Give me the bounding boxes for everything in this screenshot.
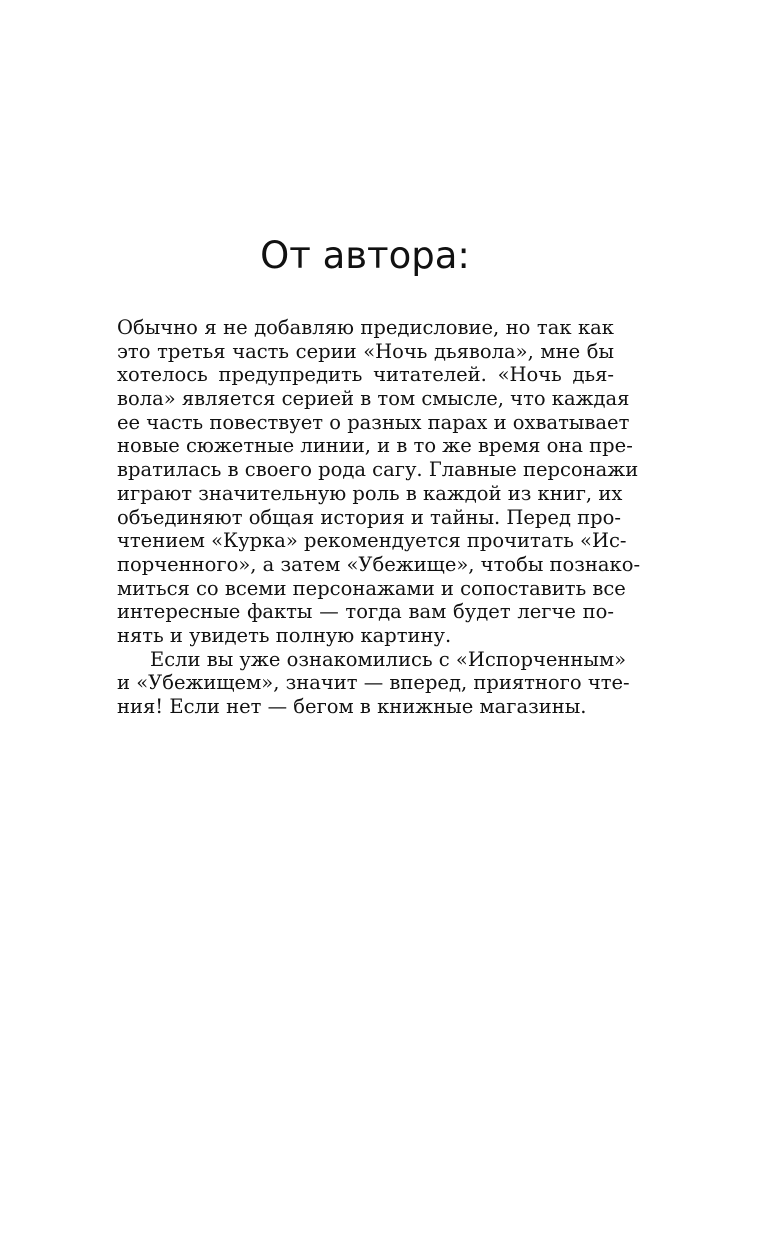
page-heading: От автора:: [260, 234, 470, 277]
text-line: ния! Если нет — бегом в книжные магазины.: [117, 695, 587, 718]
text-line: чтением «Курка» рекомендуется прочитать «Ис-: [117, 529, 627, 553]
text-line: Если вы уже ознакомились с «Испорченным»: [150, 647, 627, 671]
text-line: это третья часть серии «Ночь дьявола», мне бы: [117, 339, 614, 363]
text-line: объединяют общая история и тайны. Перед про-: [117, 505, 621, 529]
text-line: порченного», а затем «Убежище», чтобы познако-: [117, 552, 641, 576]
text-line: интересные факты — тогда вам будет легче по-: [117, 600, 614, 624]
text-line: вратилась в своего рода сагу. Главные персонажи: [117, 458, 639, 482]
text-line: миться со всеми персонажами и сопоставить все: [117, 576, 626, 600]
text-line: нять и увидеть полную картину.: [117, 623, 452, 647]
text-line: Обычно я не добавляю предисловие, но так как: [117, 316, 614, 339]
text-line: вола» является серией в том смысле, что каждая: [117, 387, 630, 411]
text-line: ее часть повествует о разных парах и охватывает: [117, 410, 630, 434]
text-line: новые сюжетные линии, и в то же время она пре-: [117, 434, 633, 458]
text-line: играют значительную роль в каждой из книг, их: [117, 481, 623, 505]
preface-body: [117, 316, 641, 719]
text-line: и «Убежищем», значит — вперед, приятного чте-: [117, 671, 630, 695]
text-line: хотелось предупредить читателей. «Ночь дья-: [117, 363, 614, 387]
